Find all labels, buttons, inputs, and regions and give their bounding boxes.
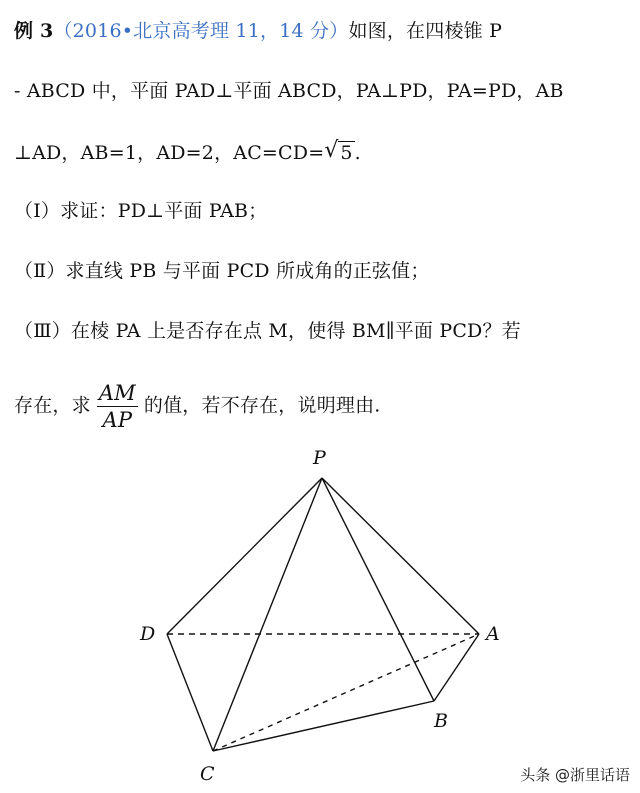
sqrt-radicand: 5 [340,142,353,164]
problem-line-2: - ABCD 中，平面 PAD⊥平面 ABCD，PA⊥PD，PA=PD，AB [14,80,564,102]
edge-BA [434,634,479,701]
edge-DC [167,634,213,751]
edge-PD [167,478,322,634]
question-3-prefix: 存在，求 [14,394,91,417]
watermark: 头条 @浙里话语 [520,766,630,784]
edge-CB [213,701,434,751]
vertex-label-C: C [200,763,215,785]
question-3-suffix: 的值，若不存在，说明理由. [143,394,381,417]
question-3: （Ⅲ）在棱 PA 上是否存在点 M，使得 BM∥平面 PCD？若 [14,320,521,342]
question-2: （Ⅱ）求直线 PB 与平面 PCD 所成角的正弦值； [14,260,430,282]
problem-source: （2016•北京高考理 11，14 分） [53,20,349,42]
problem-label: 例 3 [14,20,54,42]
problem-line-1: 如图，在四棱锥 P [348,20,503,42]
question-1: （Ⅰ）求证：PD⊥平面 PAB； [14,200,268,222]
line-3-period: . [354,142,361,164]
vertex-label-B: B [434,710,448,732]
edge-PB [322,478,434,701]
problem-line-3: ⊥AD，AB=1，AD=2，AC=CD= [14,142,325,164]
vertex-label-D: D [140,623,156,645]
edge-PA [322,478,479,634]
vertex-label-P: P [313,447,326,469]
sqrt-sign-icon: √ [324,138,339,163]
fraction-denominator: AP [102,408,133,432]
vertex-label-A: A [486,623,500,645]
fraction-numerator: AM [98,381,136,405]
